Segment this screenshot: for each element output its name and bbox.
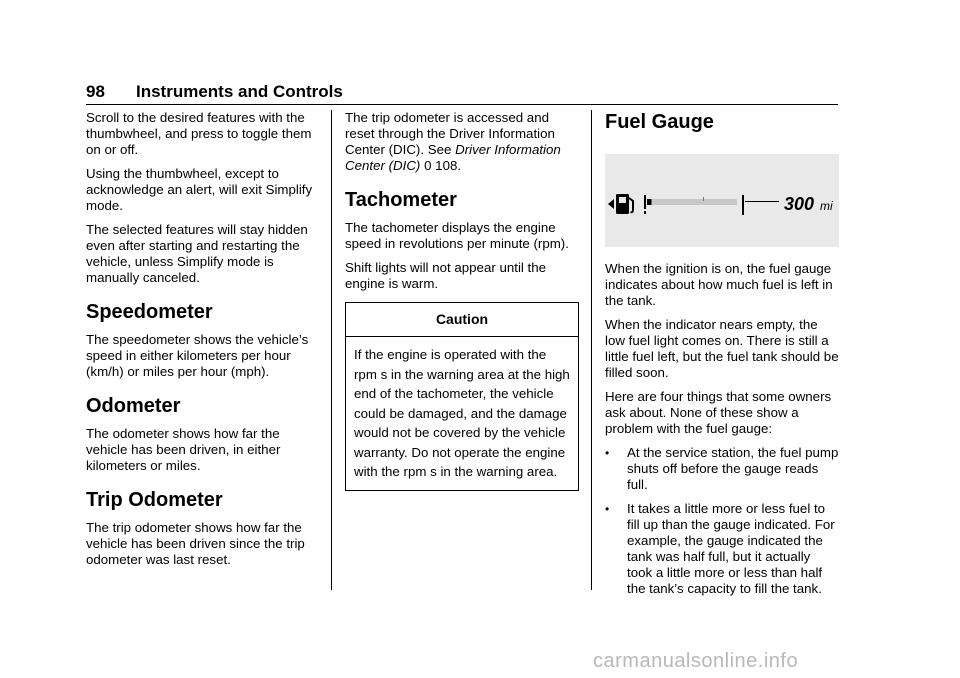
fuel-pump-icon: [608, 194, 633, 214]
fuel-gauge-illustration: [605, 154, 839, 247]
column-2: [345, 110, 579, 491]
paragraph: Using the thumbwheel, except to acknowledge an alert, will exit Simplify mode.: [86, 166, 313, 213]
paragraph: Shift lights will not appear until the engine is warm.: [345, 260, 547, 291]
page-header: [86, 82, 838, 106]
bullet: •: [605, 502, 610, 516]
caution-box: [345, 302, 579, 491]
page-reference: 0 108: [424, 158, 458, 173]
section-title: Instruments and Controls: [136, 82, 343, 101]
bullet: •: [605, 446, 610, 460]
page-number: 98: [86, 82, 105, 101]
fuel-level-track: [647, 199, 737, 205]
caution-text: If the engine is operated with the rpm s in the warning area at the high end of the tachometer, the vehicle could be damaged, and the damage would not be covered by the vehicle warranty. Do not operate the engine with the rpm s in the warning area.: [354, 347, 570, 479]
text: .: [457, 158, 462, 173]
column-3: [605, 110, 839, 605]
paragraph: Here are four things that some owners ask about. None of these show a problem with the fuel gauge:: [605, 389, 832, 436]
text: The trip odometer is accessed and reset through the Driver Information Center (DIC). See: [345, 110, 555, 157]
paragraph: The odometer shows how far the vehicle has been driven, in either kilometers or miles.: [86, 426, 281, 473]
heading-fuel-gauge: Fuel Gauge: [605, 111, 714, 133]
paragraph: [345, 110, 579, 174]
column-1: [86, 110, 322, 576]
paragraph: When the ignition is on, the fuel gauge indicates about how much fuel is left in the tank.: [605, 261, 833, 308]
heading-odometer: Odometer: [86, 395, 181, 417]
heading-speedometer: Speedometer: [86, 301, 213, 323]
list-item-text: It takes a little more or less fuel to fill up than the gauge indicated. For example, the gauge indicated the tank was half full, but it actually took a little more or less than half the tank’s capacity to fill the tank.: [627, 501, 835, 596]
bullet-list: [605, 445, 839, 597]
fuel-level-fill: [647, 199, 652, 205]
column-divider-1: [331, 110, 332, 590]
heading-trip-odometer: Trip Odometer: [86, 489, 223, 511]
paragraph: Scroll to the desired features with the thumbwheel, and press to toggle them on or off.: [86, 110, 312, 157]
list-item: [605, 501, 839, 597]
paragraph: The trip odometer shows how far the vehicle has been driven since the trip odometer was last reset.: [86, 520, 305, 567]
cross-reference-link[interactable]: Driver Information Center (DIC): [345, 142, 561, 173]
paragraph: When the indicator nears empty, the low fuel light comes on. There is still a little fuel left, but the fuel tank should be filled soon.: [605, 317, 839, 380]
header-rule: [86, 104, 838, 105]
paragraph: The speedometer shows the vehicle’s speed in either kilometers per hour (km/h) or miles per hour (mph).: [86, 332, 309, 379]
caution-title: Caution: [346, 303, 578, 337]
column-divider-2: [591, 110, 592, 590]
range-unit: mi: [820, 199, 833, 213]
list-item-text: At the service station, the fuel pump shuts off before the gauge reads full.: [627, 445, 839, 492]
paragraph: The tachometer displays the engine speed in revolutions per minute (rpm).: [345, 220, 569, 251]
paragraph: The selected features will stay hidden even after starting and restarting the vehicle, unless Simplify mode is manually canceled.: [86, 222, 308, 285]
range-value: 300: [784, 194, 815, 214]
list-item: [605, 445, 839, 493]
watermark: carmanualsonline.info: [593, 650, 799, 672]
heading-tachometer: Tachometer: [345, 189, 457, 211]
